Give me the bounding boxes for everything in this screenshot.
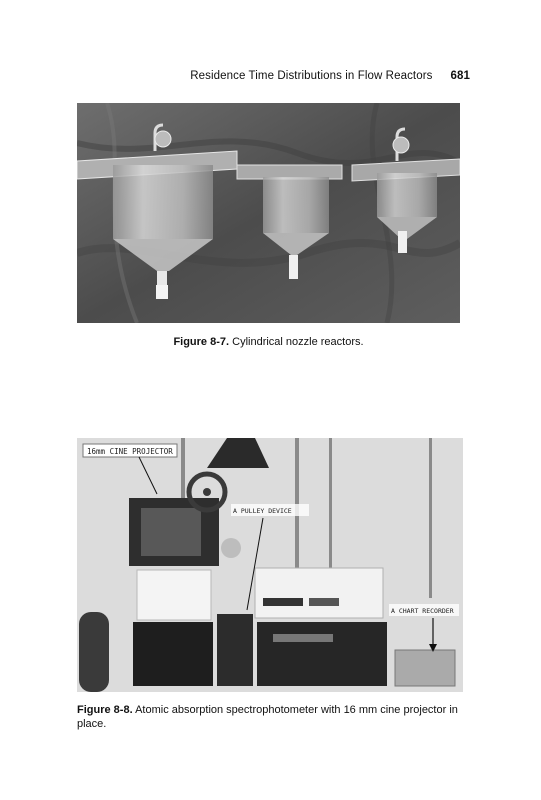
nozzle-reactors-illustration — [77, 103, 460, 323]
figure-8-8-text: Atomic absorption spectrophotometer with 16 mm cine projector in place. — [77, 704, 458, 730]
figure-8-7-caption — [77, 336, 460, 348]
figure-8-8-label: Figure 8-8. — [77, 704, 133, 716]
projector-label: 16mm CINE PROJECTOR — [87, 447, 173, 456]
figure-8-7-text: Cylindrical nozzle reactors. — [232, 336, 364, 348]
page-number: 681 — [450, 70, 470, 82]
pulley-label: A PULLEY DEVICE — [233, 507, 292, 515]
recorder-label: A CHART RECORDER — [391, 607, 454, 615]
figure-8-8-photo — [77, 438, 463, 692]
running-header — [150, 70, 470, 82]
figure-8-7-photo — [77, 103, 460, 323]
figure-8-7-label: Figure 8-7. — [173, 336, 230, 348]
figure-8-8-caption — [77, 703, 467, 731]
running-title: Residence Time Distributions in Flow Reactors — [190, 70, 433, 82]
spectrophotometer-illustration — [77, 438, 463, 692]
